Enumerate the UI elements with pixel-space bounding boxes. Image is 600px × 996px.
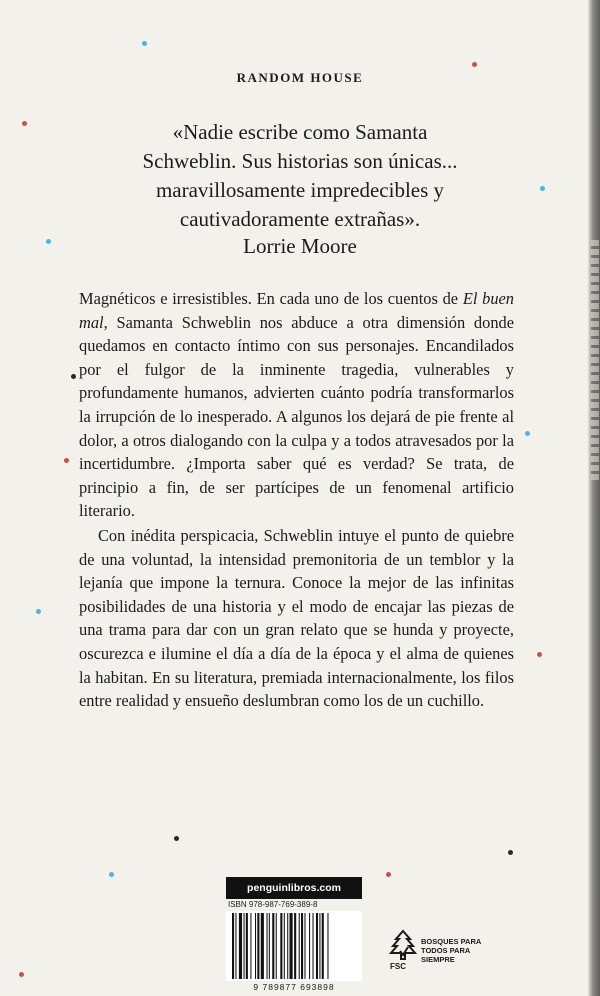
- quote-line: «Nadie escribe como Samanta: [172, 120, 428, 144]
- decorative-dot: [525, 431, 530, 436]
- fsc-slogan: BOSQUES PARA TODOS PARA SIEMPRE: [421, 937, 482, 964]
- barcode-bar: [304, 913, 305, 979]
- blurb-text-segment: , Samanta Schweblin nos abduce a otra dimensión donde quedamos en contacto íntimo con sus personajes. Encandilados por el fulgor de la inminente tragedia, vulnerables y profundamente humanos, advierten cuánto podría transformarlos la irrupción de lo inesperado. A algunos los dejará de pie frente al dolor, a otros dialogando con la culpa y a todos atravesados por la incertidumbre. ¿Importa saber qué es verdad? Se trata, de principio a fin, de ser partícipes de un fenomenal artificio literario.: [79, 312, 514, 521]
- blurb-paragraph-2: Con inédita perspicacia, Schweblin intuye el punto de quiebre de una voluntad, la intensidad premonitoria de un temblor y la lejanía que impone la ternura. Conoce la mejor de las infinitas posibilidades de una historia y el modo de encajar las piezas de una trama para dar con un gran relato que se hunda y proyecte, oscurezca e ilumine el día a día de la época y el alma de quienes la habitan. En su literatura, premiada internacionalmente, los filos entre realidad y ensueño deslumbran como los de un cuchillo.: [79, 525, 514, 711]
- blurb-paragraph-1: [79, 287, 514, 523]
- decorative-dot: [174, 836, 179, 841]
- book-title: El buen mal: [79, 289, 515, 332]
- barcode-bar: [239, 913, 242, 979]
- barcode: [226, 911, 362, 981]
- decorative-dot: [508, 850, 513, 855]
- decorative-dot: [22, 121, 27, 126]
- fsc-mark: FSC: [390, 962, 406, 971]
- barcode-bar: [287, 913, 288, 979]
- barcode-bar: [327, 913, 328, 979]
- blurb-text-segment: Magnéticos e irresistibles. En cada uno de los cuentos de: [79, 289, 463, 308]
- barcode-bars: [226, 911, 362, 981]
- decorative-dot: [386, 872, 391, 877]
- barcode-bar: [276, 913, 277, 979]
- decorative-dot: [540, 186, 545, 191]
- barcode-bar: [301, 913, 303, 979]
- decorative-dot: [109, 872, 114, 877]
- book-spine-edge: [588, 0, 600, 996]
- spine-edge-text: [591, 240, 599, 480]
- blurb-text: [79, 287, 514, 713]
- barcode-bar: [235, 913, 236, 979]
- barcode-bar: [316, 913, 318, 979]
- isbn-number: ISBN 978-987-769-389-8: [228, 900, 318, 909]
- barcode-bar: [250, 913, 251, 979]
- decorative-dot: [537, 652, 542, 657]
- barcode-bar: [309, 913, 310, 979]
- fsc-tree-icon: [388, 929, 418, 961]
- barcode-bar: [322, 913, 324, 979]
- barcode-bar: [232, 913, 234, 979]
- barcode-bar: [313, 913, 314, 979]
- barcode-bar: [319, 913, 320, 979]
- barcode-bar: [261, 913, 264, 979]
- decorative-dot: [36, 609, 41, 614]
- decorative-dot: [142, 41, 147, 46]
- barcode-digits: 9 789877 693898: [253, 982, 335, 992]
- quote-line: Schweblin. Sus historias son únicas...: [142, 149, 458, 173]
- barcode-bar: [290, 913, 293, 979]
- pull-quote: [100, 118, 500, 234]
- barcode-bar: [269, 913, 270, 979]
- quote-line: maravillosamente impredecibles y: [155, 178, 445, 202]
- barcode-bar: [280, 913, 282, 979]
- barcode-bar: [284, 913, 285, 979]
- barcode-bar: [257, 913, 259, 979]
- barcode-bar: [272, 913, 274, 979]
- decorative-dot: [472, 62, 477, 67]
- decorative-dot: [46, 239, 51, 244]
- barcode-bar: [267, 913, 268, 979]
- publisher-website: penguinlibros.com: [226, 877, 362, 899]
- decorative-dot: [71, 374, 76, 379]
- barcode-bar: [294, 913, 296, 979]
- barcode-bar: [299, 913, 300, 979]
- decorative-dot: [19, 972, 24, 977]
- barcode-bar: [255, 913, 256, 979]
- fsc-logo: [388, 929, 498, 973]
- barcode-bar: [244, 913, 245, 979]
- publisher-name: RANDOM HOUSE: [236, 70, 364, 85]
- barcode-bar: [246, 913, 248, 979]
- decorative-dot: [64, 458, 69, 463]
- quote-author: Lorrie Moore: [243, 234, 357, 258]
- quote-line: cautivadoramente extrañas».: [179, 207, 421, 231]
